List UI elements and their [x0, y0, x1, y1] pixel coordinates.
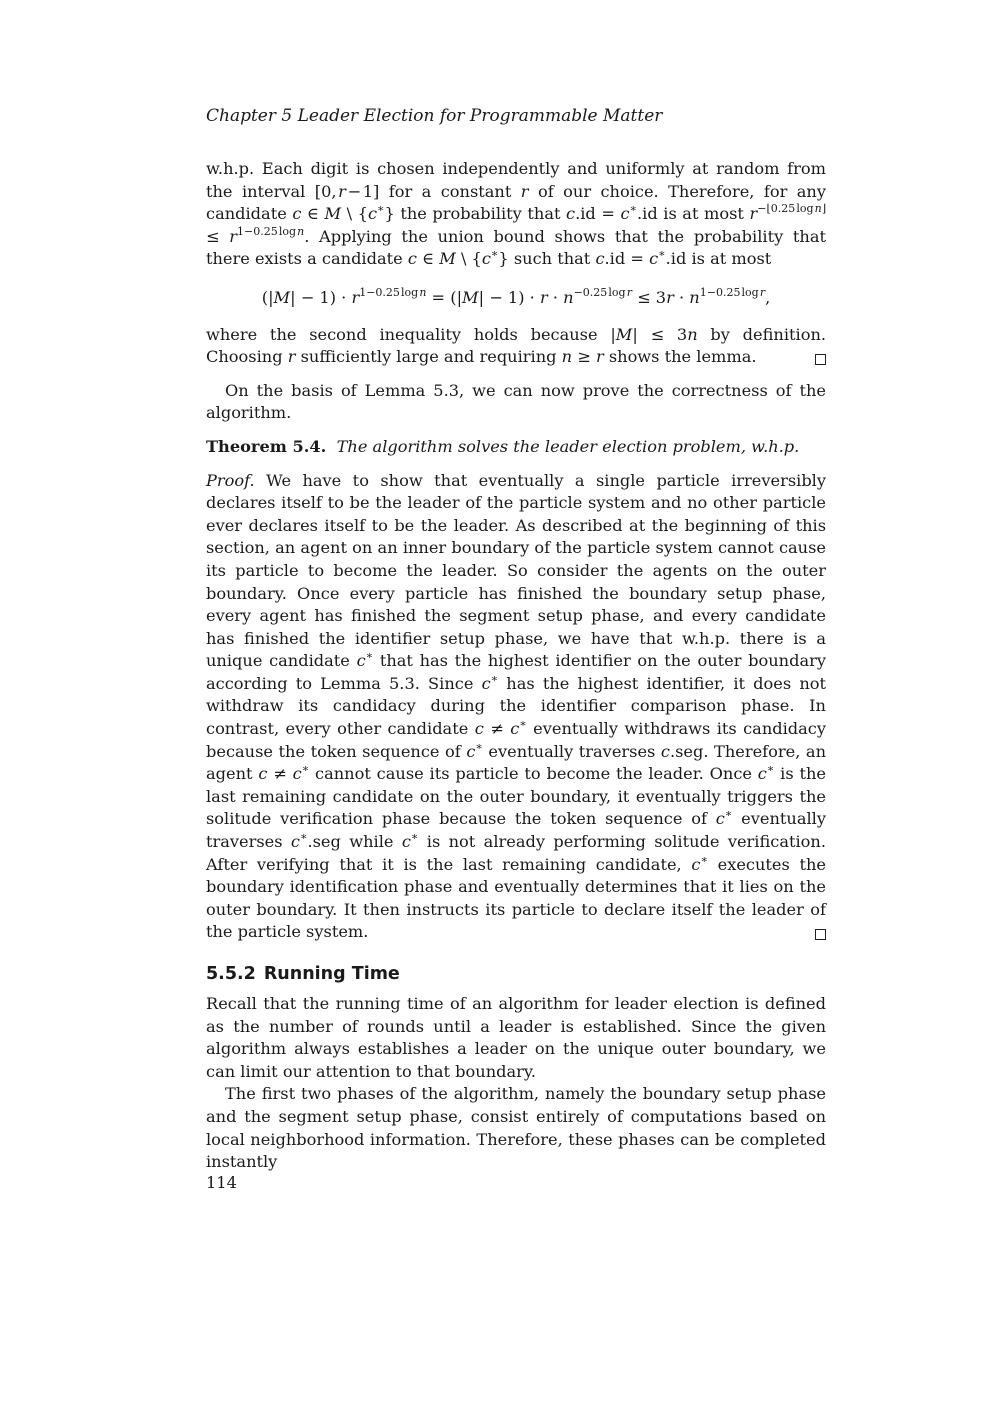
- paragraph-lemma-proof-continued: w.h.p. Each digit is chosen independently and uniformly at random from the interval [0, r − 1] for a constant r of our choice. Therefore, for any candidate c ∈ M \ {c∗} the probability that c.id = c∗.id is at most $r^{-⌊0.25 log n⌋} \le r^{1-0.25 log n}$. Applying the union bound shows that the probability that there exists a candidate c ∈ M \ {c∗} such that c.id = c∗.id is at most: [206, 159, 826, 269]
- body-text: [206, 158, 826, 1174]
- display-equation: $(|M| - 1) \cdot r^{1-0.25 log n} = (|M| - 1) \cdot r \cdot n^{-0.25 log r} \le 3r \cdot n^{1-0.25 log r}$,: [261, 285, 771, 307]
- running-header: Chapter 5 Leader Election for Programmable Matter: [206, 106, 663, 126]
- theorem-statement: The algorithm solves the leader election problem, w.h.p.: [336, 436, 800, 456]
- paragraph-running-time-intro: Recall that the running time of an algorithm for leader election is defined as the number of rounds until a leader is established. Since the given algorithm always establishes a leader on the unique outer boundary, we can limit our attention to that boundary.: [206, 994, 826, 1081]
- page-number: 114: [206, 1173, 237, 1192]
- section-number: 5.5.2: [206, 964, 256, 984]
- theorem-label: Theorem 5.4.: [206, 436, 327, 456]
- proof-paragraph: Proof. We have to show that eventually a single particle irreversibly declares itself to be the leader of the particle system and no other particle ever declares itself to be the leader. As described at the beginning of this section, an agent on an inner boundary of the particle system cannot cause its particle to become the leader. So consider the agents on the outer boundary. Once every particle has finished the boundary setup phase, every agent has finished the segment setup phase, and every candidate has finished the identifier setup phase, we have that w.h.p. there is a unique candidate c∗ that has the highest identifier on the outer boundary according to Lemma 5.3. Since c∗ has the highest identifier, it does not withdraw its candidacy during the identifier comparison phase. In contrast, every other candidate c ≠ c∗ eventually withdraws its candidacy because the token sequence of c∗ eventually traverses c.seg. Therefore, an agent c ≠ c∗ cannot cause its particle to become the leader. Once c∗ is the last remaining candidate on the outer boundary, it eventually triggers the solitude verification phase because the token sequence of c∗ eventually traverses c∗.seg while c∗ is not already performing solitude verification. After verifying that it is the last remaining candidate, c∗ executes the boundary identification phase and eventually determines that it lies on the outer boundary. It then instructs its particle to declare itself the leader of the particle system.: [206, 470, 827, 942]
- paragraph-lemma-conclusion: where the second inequality holds because |M| ≤ 3n by definition. Choosing r sufficiently large and requiring n ≥ r shows the lemma.: [206, 324, 827, 367]
- theorem-5-4: [206, 436, 826, 459]
- qed-square-icon: [815, 354, 826, 365]
- paragraph-running-time-phases: The first two phases of the algorithm, namely the boundary setup phase and the segment setup phase, consist entirely of computations based on local neighborhood information. Therefore, these phases can be completed instantly: [206, 1084, 826, 1172]
- section-title: Running Time: [263, 964, 400, 984]
- proof-label: Proof.: [206, 470, 255, 490]
- paragraph-transition: On the basis of Lemma 5.3, we can now prove the correctness of the algorithm.: [206, 380, 826, 423]
- qed-square-icon: [815, 929, 826, 940]
- section-heading: [206, 962, 826, 986]
